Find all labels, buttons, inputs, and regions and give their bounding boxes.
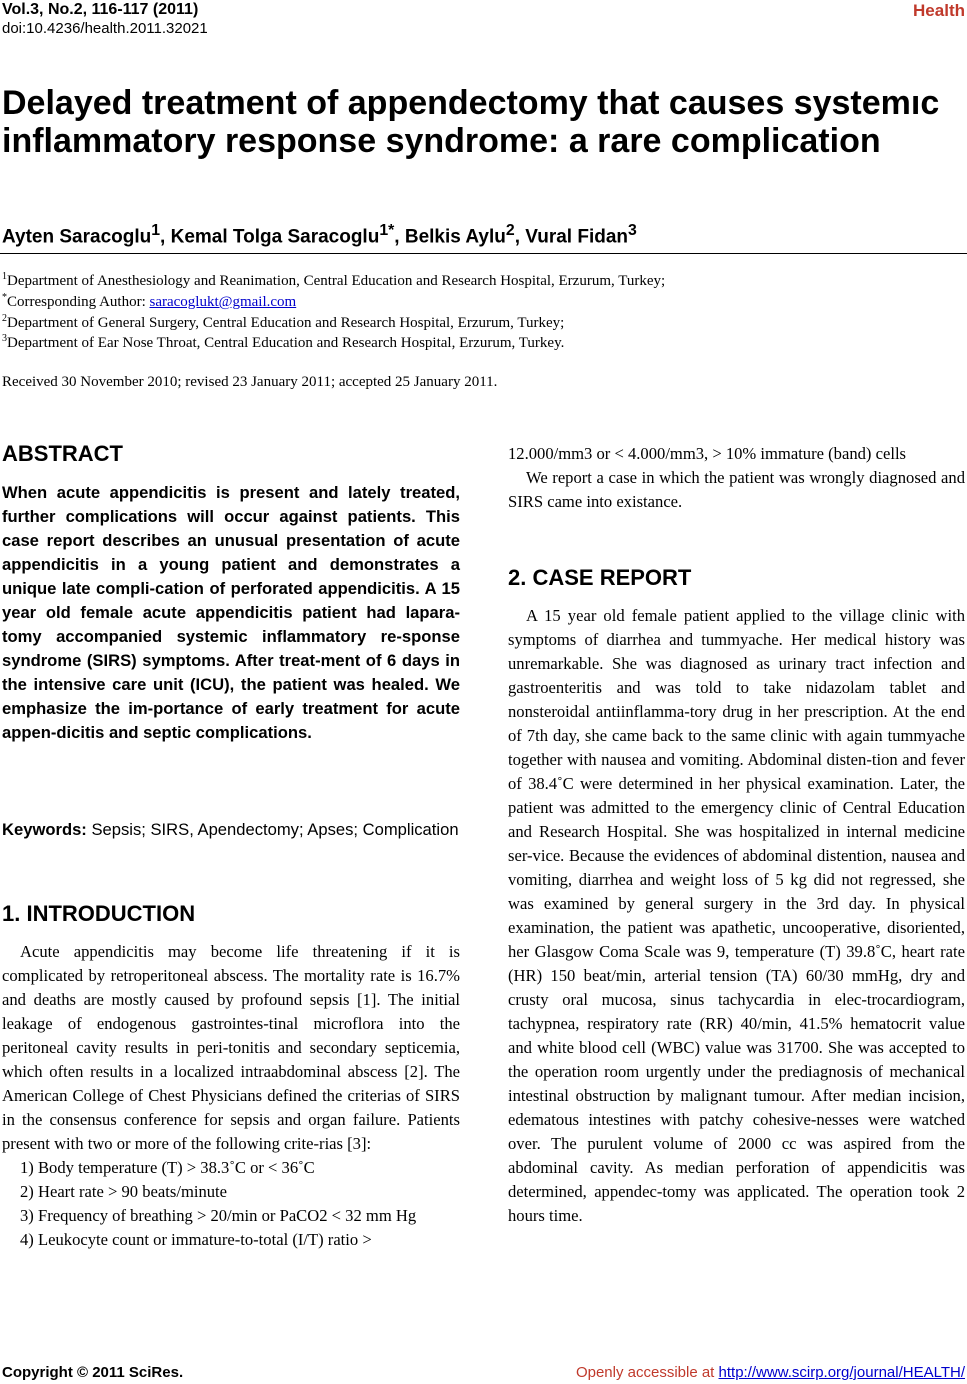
abstract-heading: ABSTRACT [2,441,123,466]
introduction-continued [508,442,965,514]
email-link[interactable]: saracoglukt@gmail.com [149,294,297,310]
affiliation-2: $^2$Department of General Surgery, Central Education and Research Hospital, Erzurum, Turkey; [2,313,565,331]
author-name: Vural Fidan [525,226,629,248]
affiliation-1: $^1$Department of Anesthesiology and Reanimation, Central Education and Research Hospital, Erzurum, Turkey; [2,271,666,289]
volume-info: Vol.3, No.2, 116-117 (2011) [2,1,199,18]
case-report-paragraph: A 15 year old female patient applied to the village clinic with symptoms of diarrhea and tummyache. Her medical history was unremarkable. She was diagnosed as urinary tract infection and gastroenteritis and was told to take nidazolam tablet and nonsteroidal antiinflamma-tory drug in her prescription. At the end of 7th day, she came back to the same clinic with again tummyache together with nausea and vomiting. Abdominal disten-tion and fever of 38.4˚C were determined in her physical examination. Later, the patient was admitted to the emergency clinic of Central Education and Research Hospital. She was hospitalized in internal medicine ser-vice. Because the evidences of abdominal distention, nausea and vomiting, diarrhea and weight loss of 5 kg did not regressed, she was examined by general surgery in the 3rd day. In physical examination, the patient was apathetic, uncooperative, disoriented, her Glasgow Coma Scale was 9, temperature (T) 39.8˚C, heart rate (HR) 150 beat/min, arterial tension (TA) 60/30 mmHg, dry and crusty oral mucosa, sinus tachycardia in elec-trocardiogram, tachypnea, respiratory rate (RR) 40/min, 41.5% hematocrit value and white blood cell (WBC) value was 31700. She was accepted to the operation room urgently under the prediagnosis of mechanical intestinal obstruction by malignant tumour. After median incision, edematous intestines with patchy cohesive-nesses were watched over. The purulent volume of 2000 cc was aspired from the abdominal cavity. As median perforation of appendicitis was determined, appendec-tomy was applicated. The operation took 2 hours time. [508,606,965,1225]
corresponding-author: *Corresponding Author: saracoglukt@gmail.com [2,292,297,310]
keywords-text: Sepsis; SIRS, Apendectomy; Apses; Complication [86,820,459,839]
author-sup: 3 [628,222,637,239]
criteria-item: 2) Heart rate > 90 beats/minute [20,1182,228,1201]
author-list: Ayten Saracoglu$^1$, Kemal Tolga Saracoglu$^{1*}$, Belkis Aylu$^2$, Vural Fidan$^3$ [2,222,637,248]
case-report-heading: 2. CASE REPORT [508,565,692,590]
author-name: Belkis Aylu [404,226,506,248]
author-name: Kemal Tolga Saracoglu [170,226,380,248]
open-access-note: Openly accessible at http://www.scirp.org/journal/HEALTH/ [575,1364,965,1381]
introduction-heading: 1. INTRODUCTION [2,901,196,926]
introduction-paragraph: Acute appendicitis may become life threatening if it is complicated by retroperitoneal abscess. The mortality rate is 16.7% and deaths are mostly caused by profound sepsis [1]. The initial leakage of endogenous gastrointes-tinal microflora into the peritoneal cavity results in peri-tonitis and secondary septicemia, which often results in a localized intraabdominal abscess [2]. The American College of Chest Physicians defined the criterias of SIRS in the consensus conference for sepsis and organ failure. Patients present with two or more of the following crite-rias [3]: [2,942,460,1153]
introduction-body [2,940,460,1252]
introduction-closing: We report a case in which the patient was wrongly diagnosed and SIRS came into existance. [508,468,965,511]
case-report-body [508,604,965,1228]
copyright: Copyright © 2011 SciRes. [2,1364,184,1381]
author-sup: 1* [379,222,395,239]
author-sup: 2 [505,222,515,239]
author-sup: 1 [151,222,161,239]
received-dates: Received 30 November 2010; revised 23 January 2011; accepted 25 January 2011. [2,374,498,390]
journal-link[interactable]: http://www.scirp.org/journal/HEALTH/ [718,1364,965,1381]
affiliation-3: $^3$Department of Ear Nose Throat, Central Education and Research Hospital, Erzurum, Turkey. [2,333,565,351]
criteria-item: 1) Body temperature (T) > 38.3˚C or < 36˚C [20,1158,315,1177]
criteria-continuation: 12.000/mm3 or < 4.000/mm3, > 10% immature (band) cells [508,444,907,463]
journal-name: Health [913,1,965,20]
keywords-label: Keywords: [2,820,87,839]
abstract-text: When acute appendicitis is present and lately treated, further complications will occur against patients. This case report describes an unusual presentation of acute appendicitis in a young patient and demonstrates a unique late compli-cation of perforated appendicitis. A 15 year old female acute appendicitis patient had lapara-tomy accompanied systemic inflammatory re-sponse syndrome (SIRS) symptoms. After treat-ment of 6 days in the intensive care unit (ICU), the patient was healed. We emphasize the im-portance of early treatment for acute appen-dicitis and septic complications. [2,483,460,742]
criteria-item: 4) Leukocyte count or immature-to-total (I/T) ratio > [20,1230,372,1249]
paper-title: Delayed treatment of appendectomy that causes systemıc inflammatory response syndrome: a rare complication [2,84,940,160]
header-divider [0,253,967,254]
doi: doi:10.4236/health.2011.32021 [2,20,208,37]
author-name: Ayten Saracoglu [2,226,152,248]
criteria-item: 3) Frequency of breathing > 20/min or PaCO2 < 32 mm Hg [20,1206,417,1225]
keywords [2,818,460,842]
